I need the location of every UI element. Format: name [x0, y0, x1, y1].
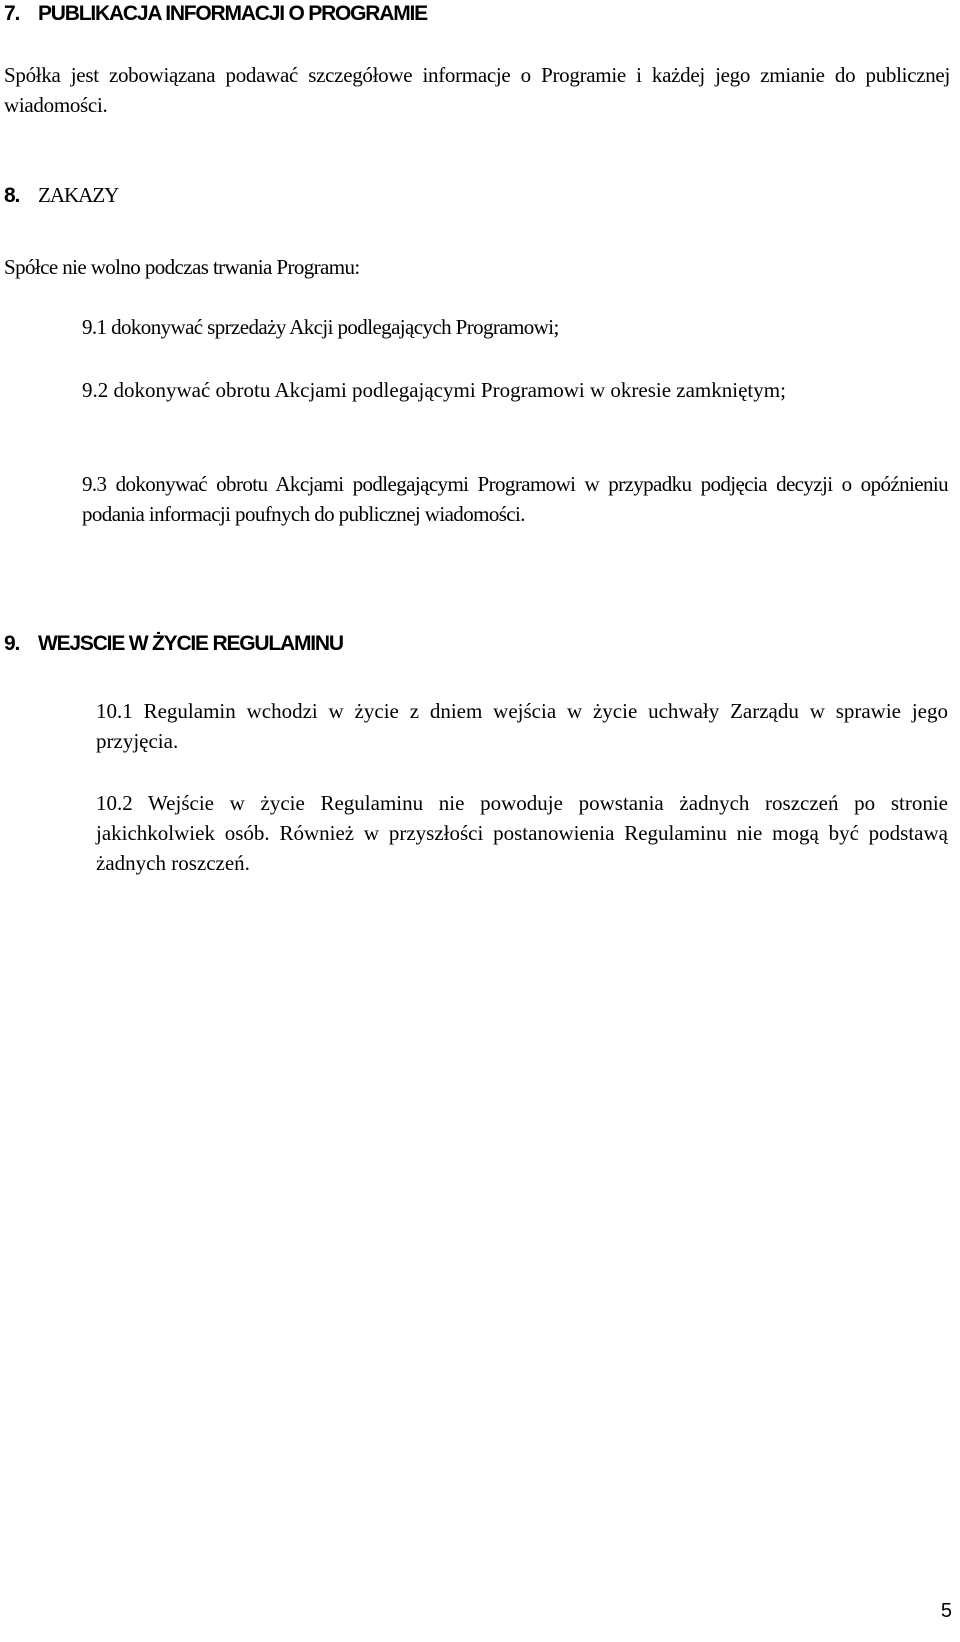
- item-number: 10.2: [96, 791, 133, 815]
- item-text: dokonywać obrotu Akcjami podlegającymi Programowi w przypadku podjęcia decyzji o opóźnieniu podania informacji poufnych do publicznej wiadomości.: [82, 472, 948, 526]
- section-8-title: ZAKAZY: [38, 183, 119, 207]
- section-7-title: PUBLIKACJA INFORMACJI O PROGRAMIE: [38, 2, 427, 25]
- section-9-number: 9.: [4, 632, 20, 655]
- list-item: [96, 696, 948, 756]
- section-7-heading: [4, 2, 427, 26]
- item-text: dokonywać sprzedaży Akcji podlegających Programowi;: [111, 315, 559, 339]
- section-7-body: Spółka jest zobowiązana podawać szczegółowe informacje o Programie i każdej jego zmianie do publicznej wiadomości.: [4, 63, 950, 117]
- list-item: [82, 469, 948, 529]
- section-9-title: WEJSCIE W ŻYCIE REGULAMINU: [38, 632, 343, 655]
- section-8-number: 8.: [4, 184, 20, 207]
- item-number: 9.1: [82, 315, 107, 339]
- item-number: 9.3: [82, 472, 107, 496]
- list-item: [82, 312, 948, 342]
- item-text: Regulamin wchodzi w życie z dniem wejścia w życie uchwały Zarządu w sprawie jego przyjęcia.: [96, 699, 948, 753]
- item-number: 10.1: [96, 699, 133, 723]
- list-item: [96, 788, 948, 878]
- item-text: Wejście w życie Regulaminu nie powoduje powstania żadnych roszczeń po stronie jakichkolwiek osób. Również w przyszłości postanowienia Regulaminu nie mogą być podstawą żadnych roszczeń.: [96, 791, 948, 875]
- page-number: 5: [940, 1600, 952, 1622]
- section-8-intro: Spółce nie wolno podczas trwania Programu:: [4, 255, 360, 279]
- section-9-heading: [4, 632, 343, 656]
- item-text: dokonywać obrotu Akcjami podlegającymi Programowi w okresie zamkniętym;: [113, 378, 786, 402]
- section-7-number: 7.: [4, 2, 20, 25]
- list-item: [82, 375, 948, 405]
- item-number: 9.2: [82, 378, 109, 402]
- section-8-heading: [4, 183, 118, 208]
